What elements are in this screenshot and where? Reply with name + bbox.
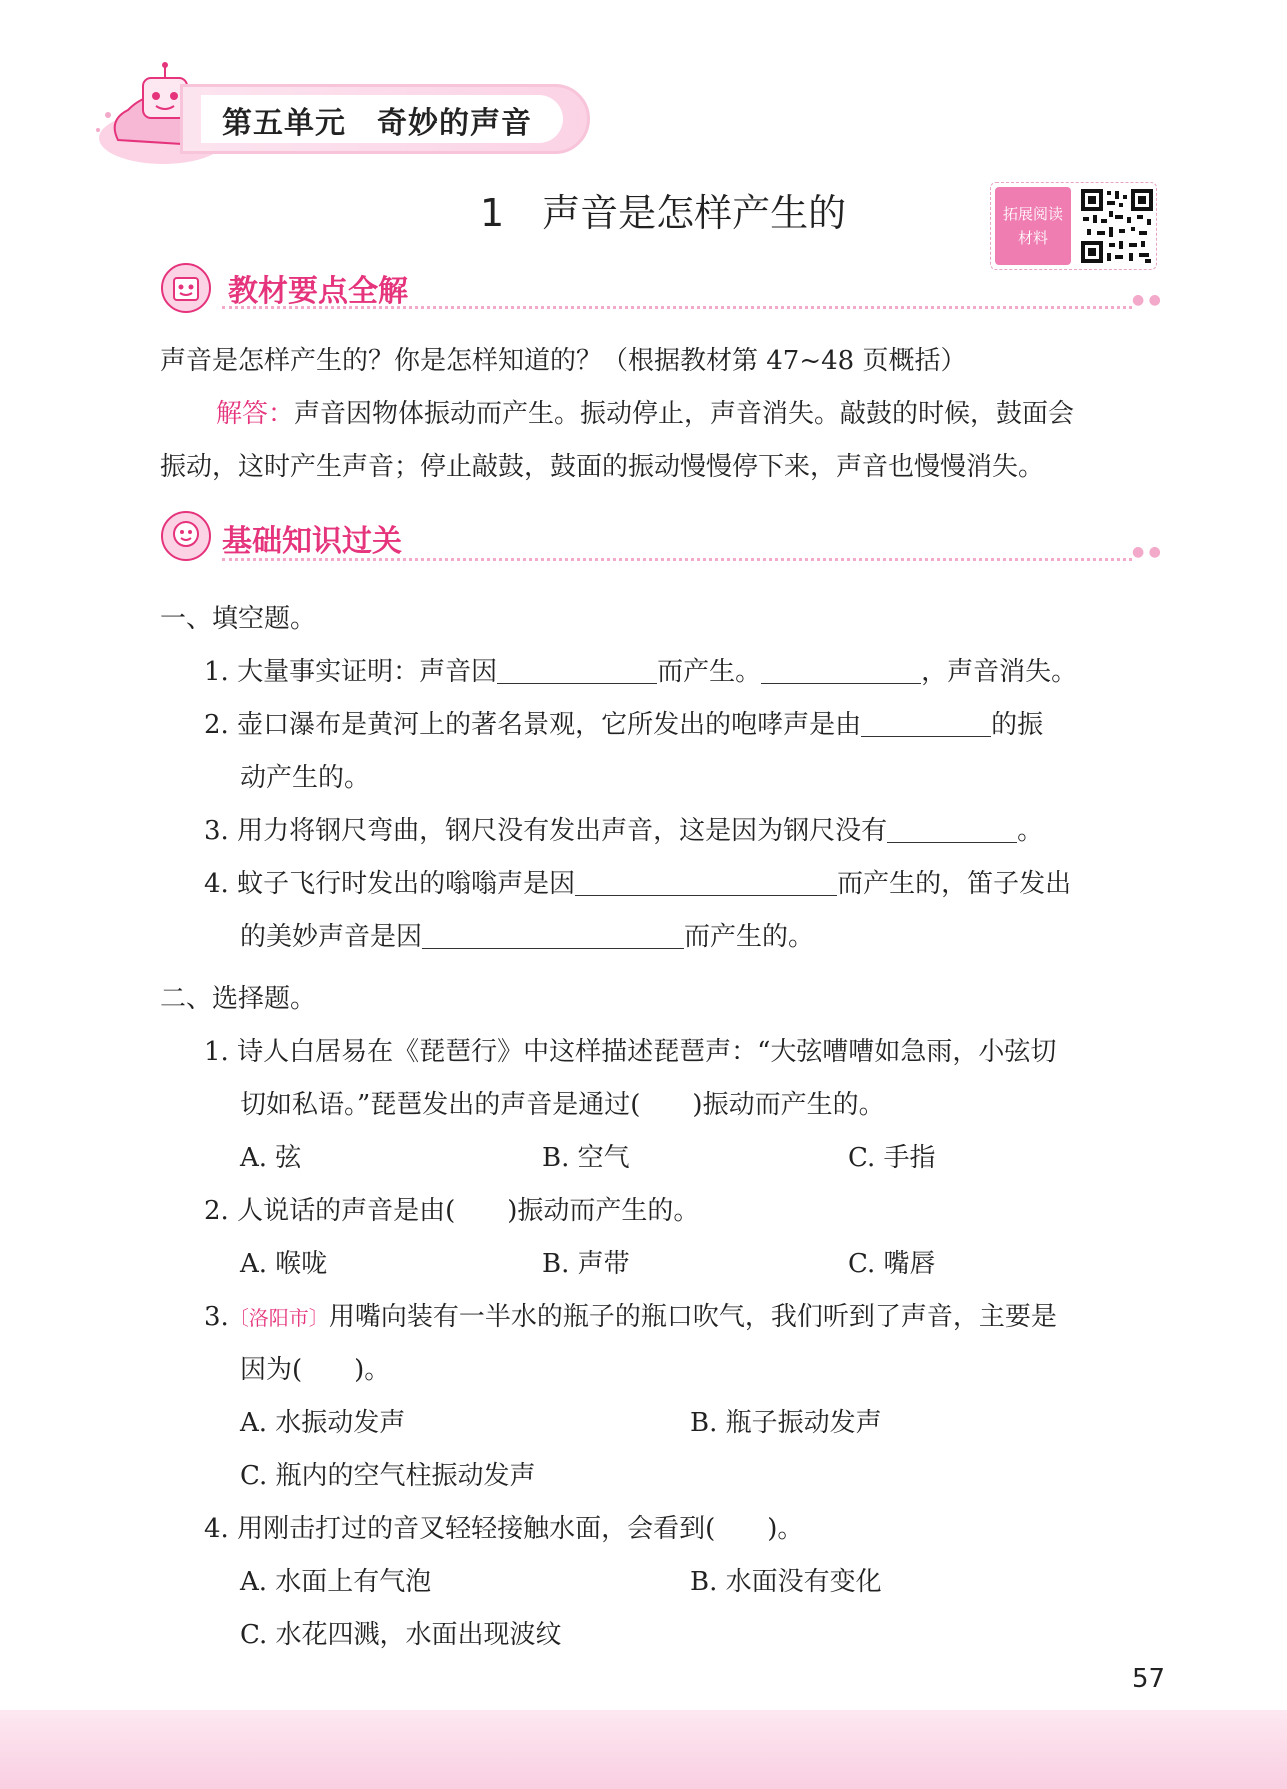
book-mascot-icon: [160, 262, 212, 314]
choice-question-4: 4. 用刚击打过的音叉轻轻接触水面，会看到( )。: [204, 1514, 804, 1544]
choice-option-a[interactable]: A. 水面上有气泡: [240, 1567, 432, 1597]
section-title-key-points: 教材要点全解: [228, 274, 408, 309]
choice-question-2: 2. 人说话的声音是由( )振动而产生的。: [204, 1196, 700, 1226]
page-number: 57: [1132, 1664, 1166, 1694]
choice-option-a[interactable]: A. 水振动发声: [240, 1408, 406, 1438]
choice-option-b[interactable]: B. 空气: [542, 1143, 630, 1173]
section-divider: [222, 306, 1132, 309]
qr-code-icon[interactable]: [1079, 187, 1155, 265]
key-question: 声音是怎样产生的？你是怎样知道的？（根据教材第 47~48 页概括）: [160, 346, 967, 376]
choice-option-c[interactable]: C. 手指: [848, 1143, 936, 1173]
region-tag: 〔洛阳市〕: [228, 1306, 329, 1330]
choice-option-b[interactable]: B. 瓶子振动发声: [690, 1408, 882, 1438]
fill-question-2: 2. 壶口瀑布是黄河上的著名景观，它所发出的咆哮声是由 的振: [204, 710, 1044, 740]
extended-reading-line1: 拓展阅读: [1002, 205, 1063, 223]
choice-question-3: 3.〔洛阳市〕用嘴向装有一半水的瓶子的瓶口吹气，我们听到了声音，主要是: [204, 1302, 1057, 1332]
answer-blank[interactable]: [861, 710, 991, 737]
lesson-title: 1 声音是怎样产生的: [480, 191, 847, 235]
answer-blank[interactable]: [575, 869, 837, 896]
part2-title: 二、选择题。: [160, 984, 317, 1014]
answer-blank[interactable]: [422, 922, 684, 949]
answer-blank[interactable]: [887, 816, 1017, 843]
fill-question-2-cont: 动产生的。: [240, 763, 371, 793]
choice-option-c[interactable]: C. 嘴唇: [848, 1249, 936, 1279]
choice-question-1: 1. 诗人白居易在《琵琶行》中这样描述琵琶声：“大弦嘈嘈如急雨，小弦切: [204, 1037, 1057, 1067]
section-divider: [222, 558, 1132, 561]
choice-option-a[interactable]: A. 喉咙: [240, 1249, 328, 1279]
answer-line-1: 解答：声音因物体振动而产生。振动停止，声音消失。敲鼓的时候，鼓面会: [216, 399, 1075, 429]
footer-band: [0, 1710, 1287, 1789]
choice-option-c[interactable]: C. 水花四溅，水面出现波纹: [240, 1620, 562, 1650]
answer-line-2: 振动，这时产生声音；停止敲鼓，鼓面的振动慢慢停下来，声音也慢慢消失。: [160, 452, 1045, 482]
choice-question-1-cont: 切如私语。”琵琶发出的声音是通过( )振动而产生的。: [240, 1090, 885, 1120]
section-title-basic-knowledge: 基础知识过关: [222, 524, 402, 559]
choice-option-a[interactable]: A. 弦: [240, 1143, 302, 1173]
extended-reading-badge[interactable]: [995, 187, 1071, 265]
choice-question-3-cont: 因为( )。: [240, 1355, 391, 1385]
fill-question-1: 1. 大量事实证明：声音因 而产生。 ，声音消失。: [204, 657, 1078, 687]
unit-title: 第五单元 奇妙的声音: [222, 106, 532, 141]
divider-dots: ● ●: [1132, 544, 1161, 560]
part1-title: 一、填空题。: [160, 604, 317, 634]
answer-label: 解答：: [216, 399, 295, 429]
divider-dots: ● ●: [1132, 292, 1161, 308]
extended-reading-line2: 材料: [1017, 229, 1048, 247]
fill-question-4: 4. 蚊子飞行时发出的嗡嗡声是因 而产生的，笛子发出: [204, 869, 1072, 899]
fill-question-3: 3. 用力将钢尺弯曲，钢尺没有发出声音，这是因为钢尺没有 。: [204, 816, 1044, 846]
answer-blank[interactable]: [497, 657, 657, 684]
choice-option-b[interactable]: B. 声带: [542, 1249, 630, 1279]
answer-blank[interactable]: [761, 657, 921, 684]
fill-question-4-cont: 的美妙声音是因 而产生的。: [240, 922, 815, 952]
mascot-icon: [160, 510, 212, 562]
extended-reading-box[interactable]: [990, 182, 1157, 270]
choice-option-c[interactable]: C. 瓶内的空气柱振动发声: [240, 1461, 536, 1491]
choice-option-b[interactable]: B. 水面没有变化: [690, 1567, 882, 1597]
